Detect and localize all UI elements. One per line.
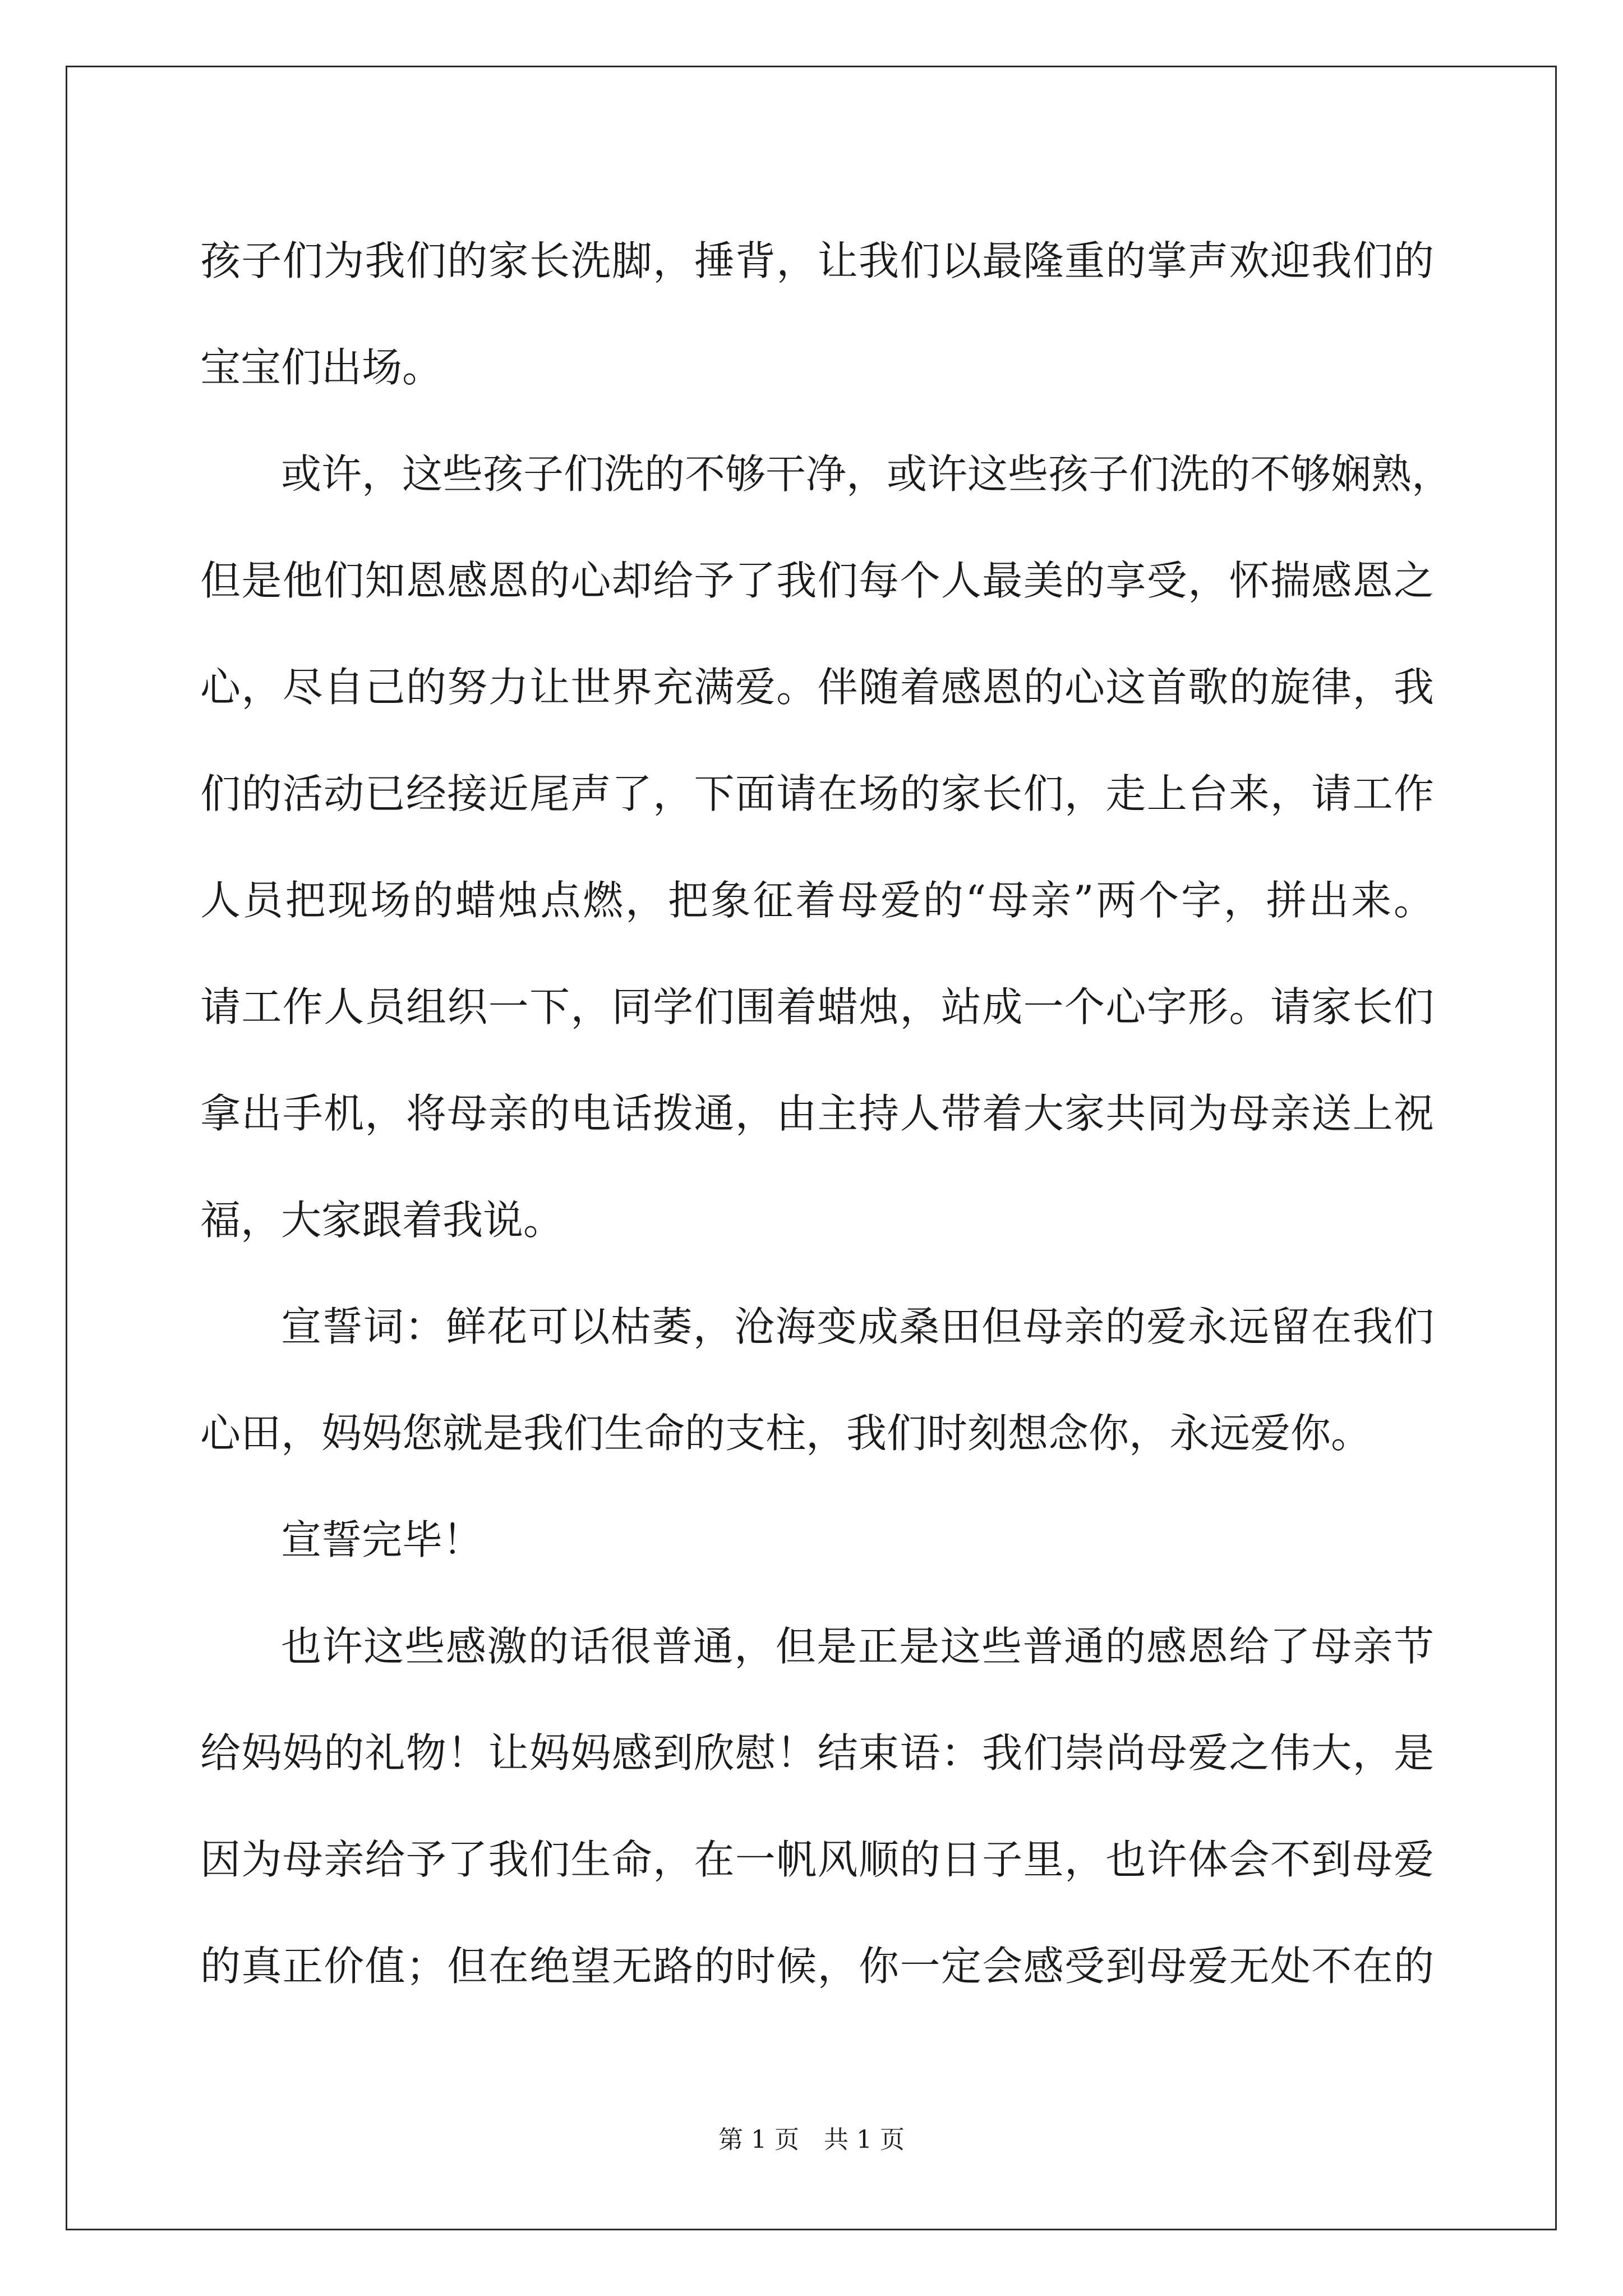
text-line: 的真正价值；但在绝望无路的时候，你一定会感受到母爱无处不在的 (200, 1943, 1434, 1990)
text-line: 宝宝们出场。 (200, 344, 443, 391)
text-line: 福，大家跟着我说。 (200, 1197, 564, 1244)
text-line: 孩子们为我们的家长洗脚，捶背，让我们以最隆重的掌声欢迎我们的 (200, 237, 1434, 284)
text-line: 请工作人员组织一下，同学们围着蜡烛，站成一个心字形。请家长们 (200, 983, 1434, 1030)
text-line: 拿出手机，将母亲的电话拨通，由主持人带着大家共同为母亲送上祝 (200, 1090, 1434, 1137)
text-line: 但是他们知恩感恩的心却给予了我们每个人最美的享受，怀揣感恩之 (200, 557, 1434, 604)
text-line: 或许，这些孩子们洗的不够干净，或许这些孩子们洗的不够娴熟， (281, 450, 1453, 498)
text-line: 给妈妈的礼物！让妈妈感到欣慰！结束语：我们崇尚母爱之伟大，是 (200, 1729, 1434, 1777)
text-line: 心，尽自己的努力让世界充满爱。伴随着感恩的心这首歌的旋律，我 (200, 664, 1434, 711)
text-line: 们的活动已经接近尾声了，下面请在场的家长们，走上台来，请工作 (200, 770, 1434, 817)
page-number-footer: 第 1 页 共 1 页 (718, 2125, 905, 2154)
text-line: 因为母亲给予了我们生命，在一帆风顺的日子里，也许体会不到母爱 (200, 1836, 1434, 1883)
document-body (200, 208, 1453, 2019)
text-line: 也许这些感激的话很普通，但是正是这些普通的感恩给了母亲节 (281, 1623, 1434, 1670)
text-line: 宣誓完毕！ (281, 1516, 483, 1563)
text-line: 宣誓词：鲜花可以枯萎，沧海变成桑田但母亲的爱永远留在我们 (281, 1303, 1434, 1350)
text-line: 人员把现场的蜡烛点燃，把象征着母爱的“母亲”两个字，拼出来。 (200, 877, 1434, 924)
text-line: 心田，妈妈您就是我们生命的支柱，我们时刻想念你，永远爱你。 (200, 1410, 1372, 1457)
